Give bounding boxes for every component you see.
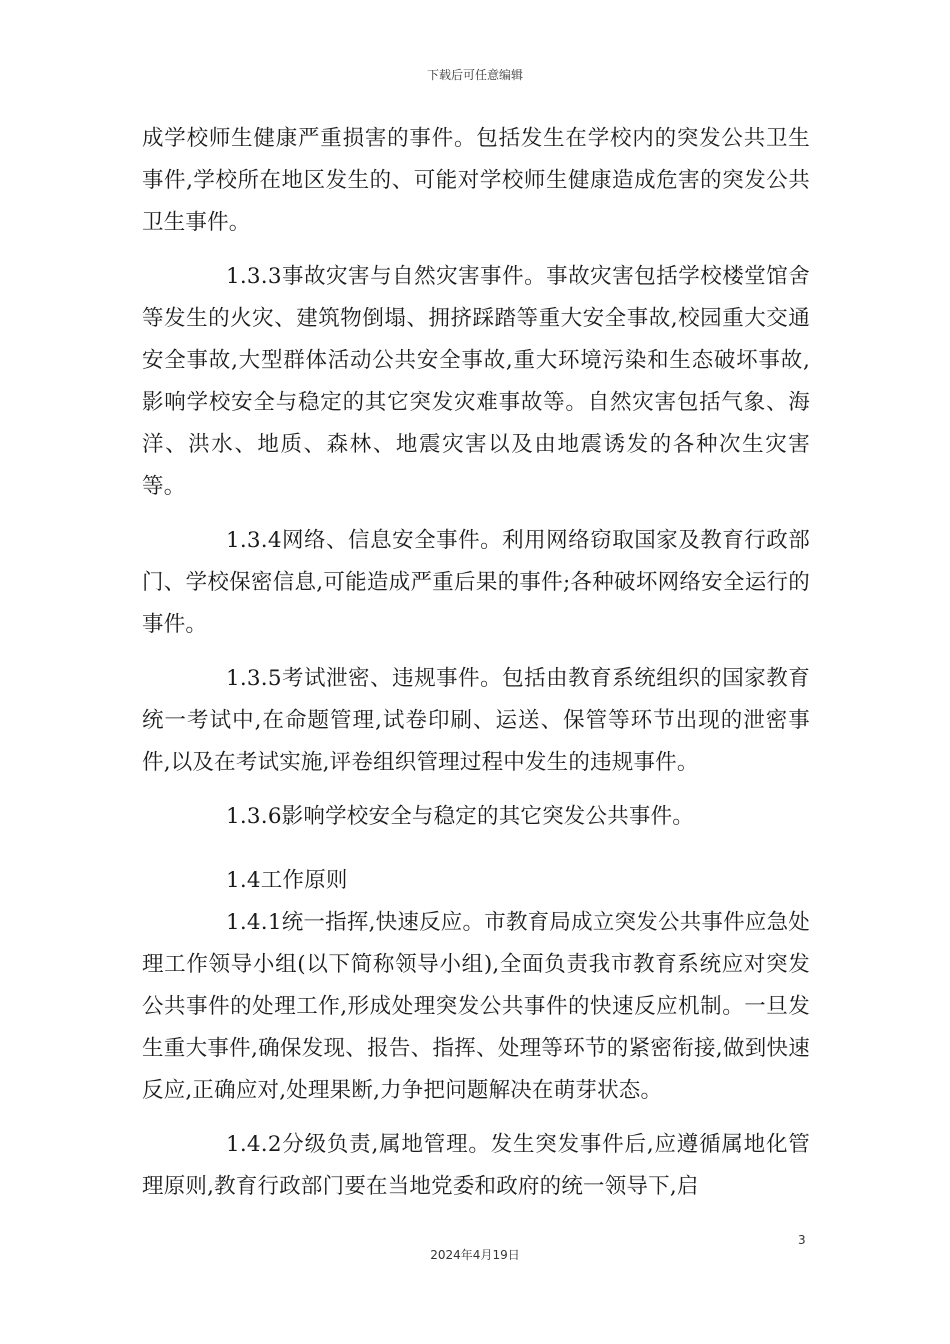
page-number: 3 — [798, 1233, 806, 1247]
footer-date: 2024年4月19日 — [430, 1248, 520, 1262]
section-heading-1-4: 1.4工作原则 — [226, 868, 348, 893]
page-header: 下载后可任意编辑 — [426, 68, 523, 82]
paragraph-1-4-1: 1.4.1统一指挥,快速反应。市教育局成立突发公共事件应急处理工作领导小组(以下简称领导小组),全面负责我市教育系统应对突发公共事件的处理工作,形成处理突发公共事件的快速反应机制。一旦发生重大事件,确保发现、报告、指挥、处理等环节的紧密衔接,做到快速反应,正确应对,处理果断,力争把问题解决在萌芽状态。 — [142, 910, 810, 1103]
paragraph-continuation: 成学校师生健康严重损害的事件。包括发生在学校内的突发公共卫生事件,学校所在地区发生的、可能对学校师生健康造成危害的突发公共卫生事件。 — [142, 126, 810, 235]
paragraph-1-4-2: 1.4.2分级负责,属地管理。发生突发事件后,应遵循属地化管理原则,教育行政部门要在当地党委和政府的统一领导下,启 — [142, 1132, 810, 1199]
paragraph-1-3-4: 1.3.4网络、信息安全事件。利用网络窃取国家及教育行政部门、学校保密信息,可能造成严重后果的事件;各种破坏网络安全运行的事件。 — [142, 528, 810, 637]
paragraph-1-3-3: 1.3.3事故灾害与自然灾害事件。事故灾害包括学校楼堂馆舍等发生的火灾、建筑物倒塌、拥挤踩踏等重大安全事故,校园重大交通安全事故,大型群体活动公共安全事故,重大环境污染和生态破坏事故,影响学校安全与稳定的其它突发灾难事故等。自然灾害包括气象、海洋、洪水、地质、森林、地震灾害以及由地震诱发的各种次生灾害等。 — [142, 264, 810, 499]
document-body — [142, 118, 810, 1208]
paragraph-1-3-5: 1.3.5考试泄密、违规事件。包括由教育系统组织的国家教育统一考试中,在命题管理,试卷印刷、运送、保管等环节出现的泄密事件,以及在考试实施,评卷组织管理过程中发生的违规事件。 — [142, 666, 810, 775]
paragraph-1-3-6: 1.3.6影响学校安全与稳定的其它突发公共事件。 — [226, 804, 695, 829]
